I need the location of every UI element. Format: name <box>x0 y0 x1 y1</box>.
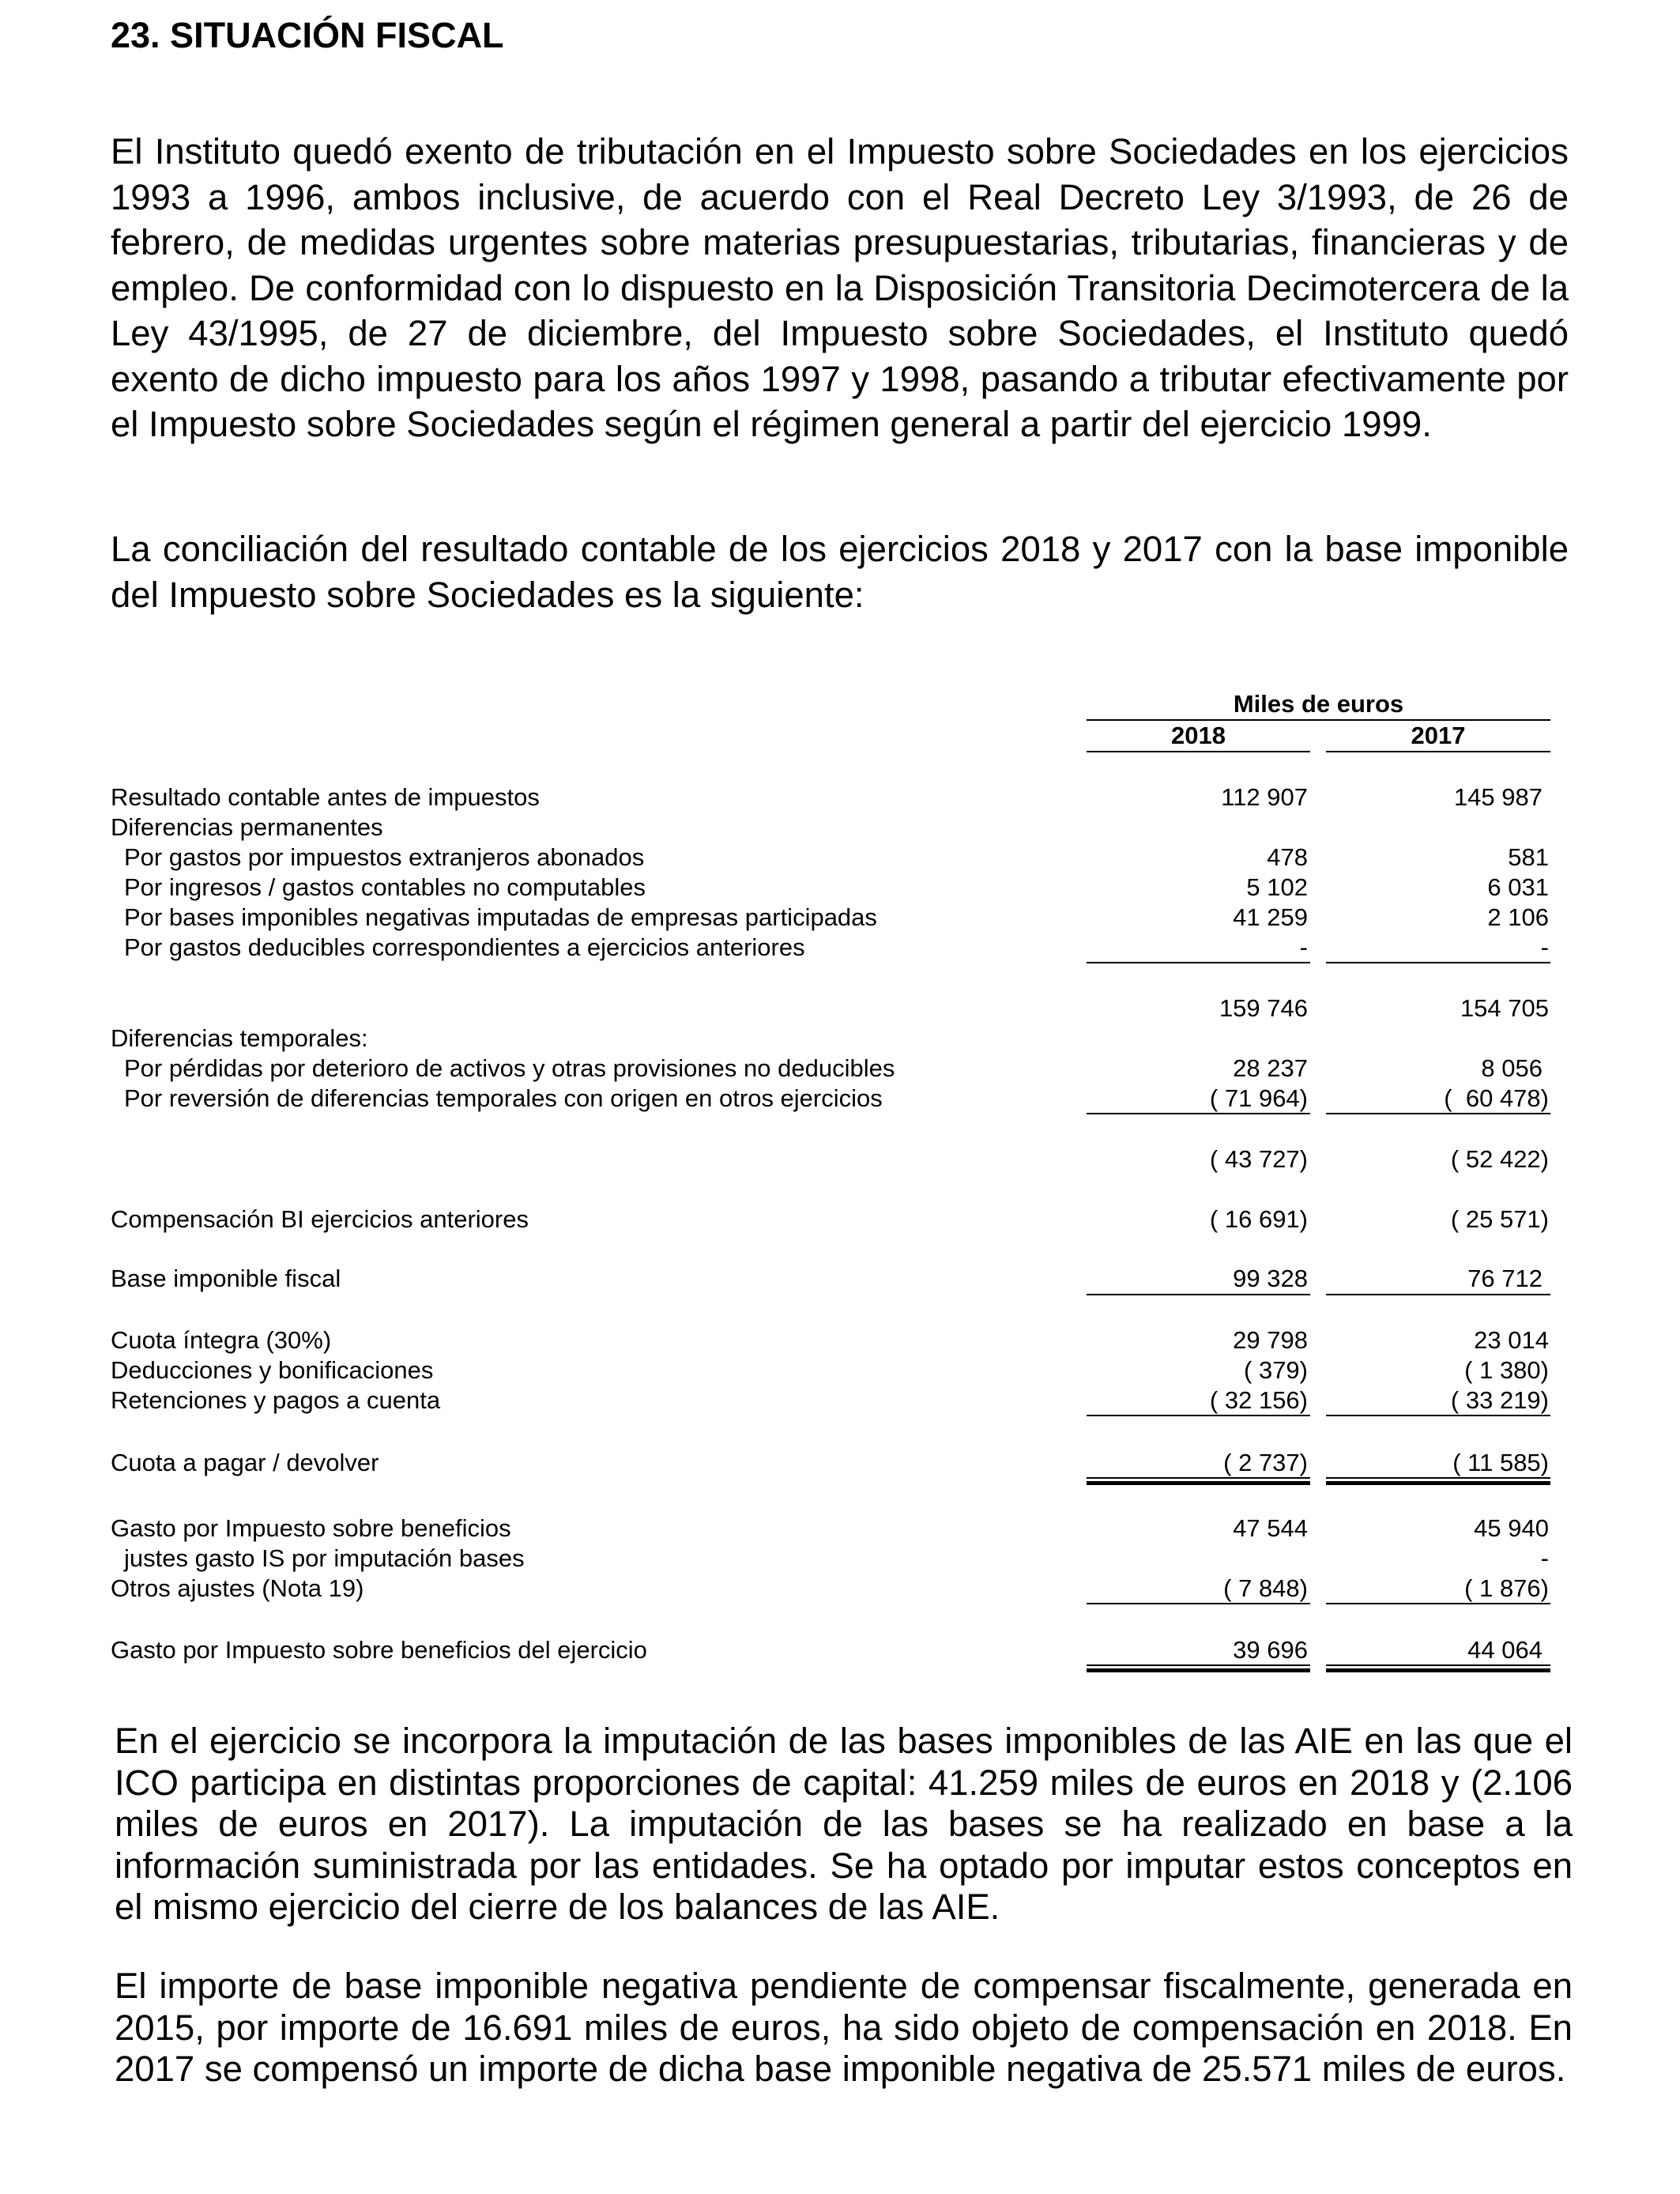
row-label: Por ingresos / gastos contables no computables <box>124 873 646 901</box>
total-rule-double <box>1087 1481 1310 1485</box>
column-rule-2018 <box>1087 751 1310 752</box>
row-label: Base imponible fiscal <box>111 1265 341 1292</box>
column-header-2017: 2017 <box>1411 722 1466 749</box>
column-rule-2017 <box>1326 751 1550 752</box>
row-label: Retenciones y pagos a cuenta <box>111 1386 441 1414</box>
total-rule <box>1326 1664 1550 1666</box>
row-label: Por bases imponibles negativas imputadas de empresas participadas <box>124 903 877 931</box>
value-2018: 5 102 <box>1246 873 1308 901</box>
subtotal-rule <box>1326 1415 1550 1416</box>
subtotal-2017: 154 705 <box>1460 994 1549 1022</box>
row-label: Cuota a pagar / devolver <box>111 1449 379 1476</box>
subtotal-rule <box>1326 1603 1550 1604</box>
row-label: Por gastos por impuestos extranjeros abonados <box>124 843 645 871</box>
value-2017: 45 940 <box>1474 1514 1549 1542</box>
row-label: Deducciones y bonificaciones <box>111 1356 434 1384</box>
subtotal-rule <box>1087 1415 1310 1416</box>
row-label: Por reversión de diferencias temporales con origen en otros ejercicios <box>124 1084 883 1112</box>
value-2018: 41 259 <box>1233 903 1308 931</box>
subtotal-2018: 159 746 <box>1219 994 1308 1022</box>
page-title: 23. SITUACIÓN FISCAL <box>111 15 504 55</box>
column-header-2018: 2018 <box>1171 722 1226 749</box>
row-label: Resultado contable antes de impuestos <box>111 783 540 811</box>
value-2018: 478 <box>1267 843 1308 871</box>
row-label: justes gasto IS por imputación bases <box>124 1544 525 1572</box>
subtotal-2018: ( 43 727) <box>1209 1145 1308 1173</box>
value-2018: 99 328 <box>1233 1265 1308 1292</box>
value-2018: ( 32 156) <box>1209 1386 1308 1414</box>
value-2017: - <box>1540 933 1549 961</box>
value-2017: 23 014 <box>1474 1326 1549 1354</box>
row-label: Gasto por Impuesto sobre beneficios del ejercicio <box>111 1636 647 1664</box>
value-2018: 112 907 <box>1221 783 1308 811</box>
value-2018: ( 16 691) <box>1209 1205 1308 1233</box>
row-label: Cuota íntegra (30%) <box>111 1326 332 1354</box>
value-2018: ( 379) <box>1244 1356 1308 1384</box>
value-2017: 76 712 <box>1467 1265 1543 1292</box>
value-2018: ( 2 737) <box>1223 1449 1308 1476</box>
row-label: Por gastos deducibles correspondientes a ejercicios anteriores <box>124 933 805 961</box>
row-label: Diferencias temporales: <box>111 1024 368 1052</box>
value-2018: 28 237 <box>1233 1054 1308 1082</box>
total-rule <box>1087 1664 1310 1666</box>
value-2017: ( 60 478) <box>1444 1084 1549 1112</box>
paragraph-negative-base: El importe de base imponible negativa pendiente de compensar fiscalmente, generada en 2015, por importe de 16.691 miles de euros, ha sido objeto de compensación en 2018. En 2017 se compensó un importe de dicha base imponible negativa de 25.571 miles de euros. <box>115 1966 1573 2089</box>
value-2017: ( 11 585) <box>1452 1449 1549 1476</box>
value-2017: 145 987 <box>1453 783 1543 811</box>
total-rule <box>1326 1477 1550 1479</box>
unit-header: Miles de euros <box>1233 690 1404 718</box>
subtotal-2017: ( 52 422) <box>1450 1145 1549 1173</box>
row-label: Por pérdidas por deterioro de activos y otras provisiones no deducibles <box>124 1054 895 1082</box>
total-rule <box>1087 1477 1310 1479</box>
row-label: Gasto por Impuesto sobre beneficios <box>111 1514 511 1542</box>
subtotal-rule <box>1087 1294 1310 1295</box>
subtotal-rule <box>1087 1603 1310 1604</box>
total-rule-double <box>1087 1668 1310 1672</box>
value-2017: ( 1 380) <box>1464 1356 1549 1384</box>
value-2018: 47 544 <box>1233 1514 1308 1542</box>
subtotal-rule <box>1087 962 1310 963</box>
value-2018: - <box>1299 933 1308 961</box>
row-label: Compensación BI ejercicios anteriores <box>111 1205 529 1233</box>
subtotal-rule <box>1087 1113 1310 1114</box>
paragraph-aie-imputation: En el ejercicio se incorpora la imputación de las bases imponibles de las AIE en las que el ICO participa en distintas proporciones de capital: 41.259 miles de euros en 2018 y (2.106 miles de euros en 2017). La imputación de las bases se ha realizado en base a la información suministrada por las entidades. Se ha optado por imputar estos conceptos en el mismo ejercicio del cierre de los balances de las AIE. <box>115 1721 1573 1927</box>
subtotal-rule <box>1326 1113 1550 1114</box>
value-2018: 29 798 <box>1233 1326 1308 1354</box>
subtotal-rule <box>1326 962 1550 963</box>
row-label: Otros ajustes (Nota 19) <box>111 1574 364 1602</box>
value-2017: - <box>1540 1544 1549 1572</box>
value-2018: ( 7 848) <box>1223 1574 1308 1602</box>
total-rule-double <box>1326 1481 1550 1485</box>
subtotal-rule <box>1326 1294 1550 1295</box>
value-2017: ( 33 219) <box>1450 1386 1549 1414</box>
paragraph-exemption: El Instituto quedó exento de tributación en el Impuesto sobre Sociedades en los ejercicios 1993 a 1996, ambos inclusive, de acuerdo con el Real Decreto Ley 3/1993, de 26 de febrero, de medidas urgentes sobre materias presupuestarias, tributarias, financieras y de empleo. De conformidad con lo dispuesto en la Disposición Transitoria Decimotercera de la Ley 43/1995, de 27 de diciembre, del Impuesto sobre Sociedades, el Instituto quedó exento de dicho impuesto para los años 1997 y 1998, pasando a tributar efectivamente por el Impuesto sobre Sociedades según el régimen general a partir del ejercicio 1999. <box>111 131 1569 444</box>
value-2017: 8 056 <box>1481 1054 1543 1082</box>
paragraph-reconciliation-intro: La conciliación del resultado contable de los ejercicios 2018 y 2017 con la base imponible del Impuesto sobre Sociedades es la siguiente: <box>111 529 1569 615</box>
value-2017: 44 064 <box>1467 1636 1543 1664</box>
value-2017: 2 106 <box>1487 903 1549 931</box>
row-label: Diferencias permanentes <box>111 813 383 841</box>
value-2017: 6 031 <box>1487 873 1549 901</box>
value-2017: ( 25 571) <box>1450 1205 1549 1233</box>
value-2017: ( 1 876) <box>1464 1574 1549 1602</box>
total-rule-double <box>1326 1668 1550 1672</box>
value-2017: 581 <box>1508 843 1549 871</box>
value-2018: 39 696 <box>1233 1636 1308 1664</box>
value-2018: ( 71 964) <box>1209 1084 1308 1112</box>
